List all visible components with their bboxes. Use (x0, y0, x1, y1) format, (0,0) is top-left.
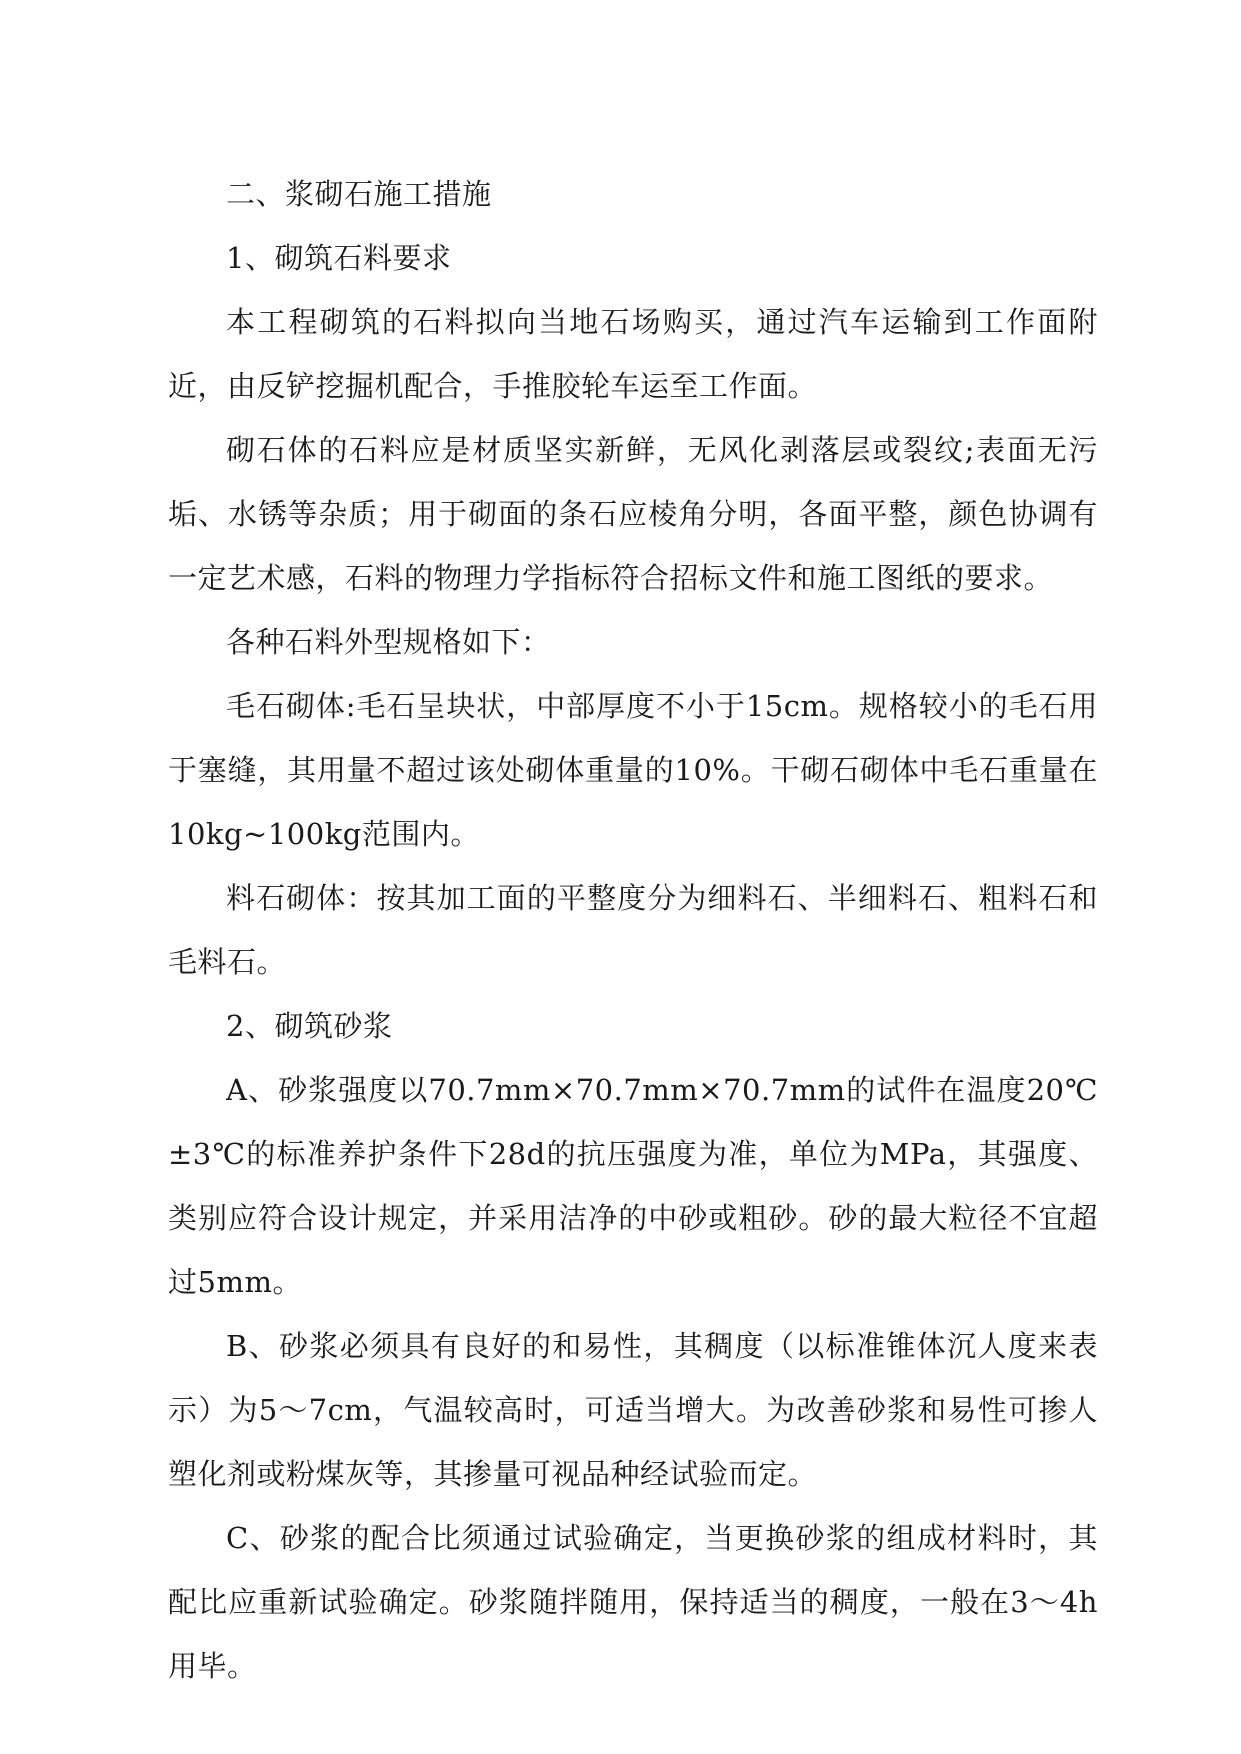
subsection-title-1: 1、砌筑石料要求 (226, 241, 452, 275)
paragraph-mortar-b: B、砂浆必须具有良好的和易性，其稠度（以标准锥体沉人度来表示）为5～7cm，气温较高时，可适当增大。为改善砂浆和易性可掺人塑化剂或粉煤灰等，其掺量可视品种经试验而定。 (168, 1329, 1098, 1491)
paragraph-mortar-c: C、砂浆的配合比须通过试验确定，当更换砂浆的组成材料时，其配比应重新试验确定。砂浆随拌随用，保持适当的稠度，一般在3～4h用毕。 (168, 1521, 1098, 1683)
paragraph-stone-quality: 砌石体的石料应是材质坚实新鲜，无风化剥落层或裂纹;表面无污垢、水锈等杂质；用于砌面的条石应棱角分明，各面平整，颜色协调有一定艺术感，石料的物理力学指标符合招标文件和施工图纸的要求。 (168, 433, 1098, 595)
paragraph-rubble-masonry: 毛石砌体:毛石呈块状，中部厚度不小于15cm。规格较小的毛石用于塞缝，其用量不超过该处砌体重量的10%。干砌石砌体中毛石重量在10kg~100kg范围内。 (168, 689, 1098, 851)
paragraph-stone-specs-intro: 各种石料外型规格如下： (226, 625, 551, 659)
paragraph-stone-purchase: 本工程砌筑的石料拟向当地石场购买，通过汽车运输到工作面附近，由反铲挖掘机配合，手推胶轮车运至工作面。 (168, 305, 1098, 403)
paragraph-mortar-a: A、砂浆强度以70.7mm×70.7mm×70.7mm的试件在温度20℃±3℃的标准养护条件下28d的抗压强度为准，单位为MPa，其强度、类别应符合设计规定，并采用洁净的中砂或粗砂。砂的最大粒径不宜超过5mm。 (168, 1073, 1098, 1299)
subsection-title-2: 2、砌筑砂浆 (226, 1009, 393, 1043)
paragraph-ashlar-masonry: 料石砌体：按其加工面的平整度分为细料石、半细料石、粗料石和毛料石。 (168, 881, 1098, 979)
section-title: 二、浆砌石施工措施 (226, 177, 492, 211)
document-page (168, 162, 1098, 1698)
